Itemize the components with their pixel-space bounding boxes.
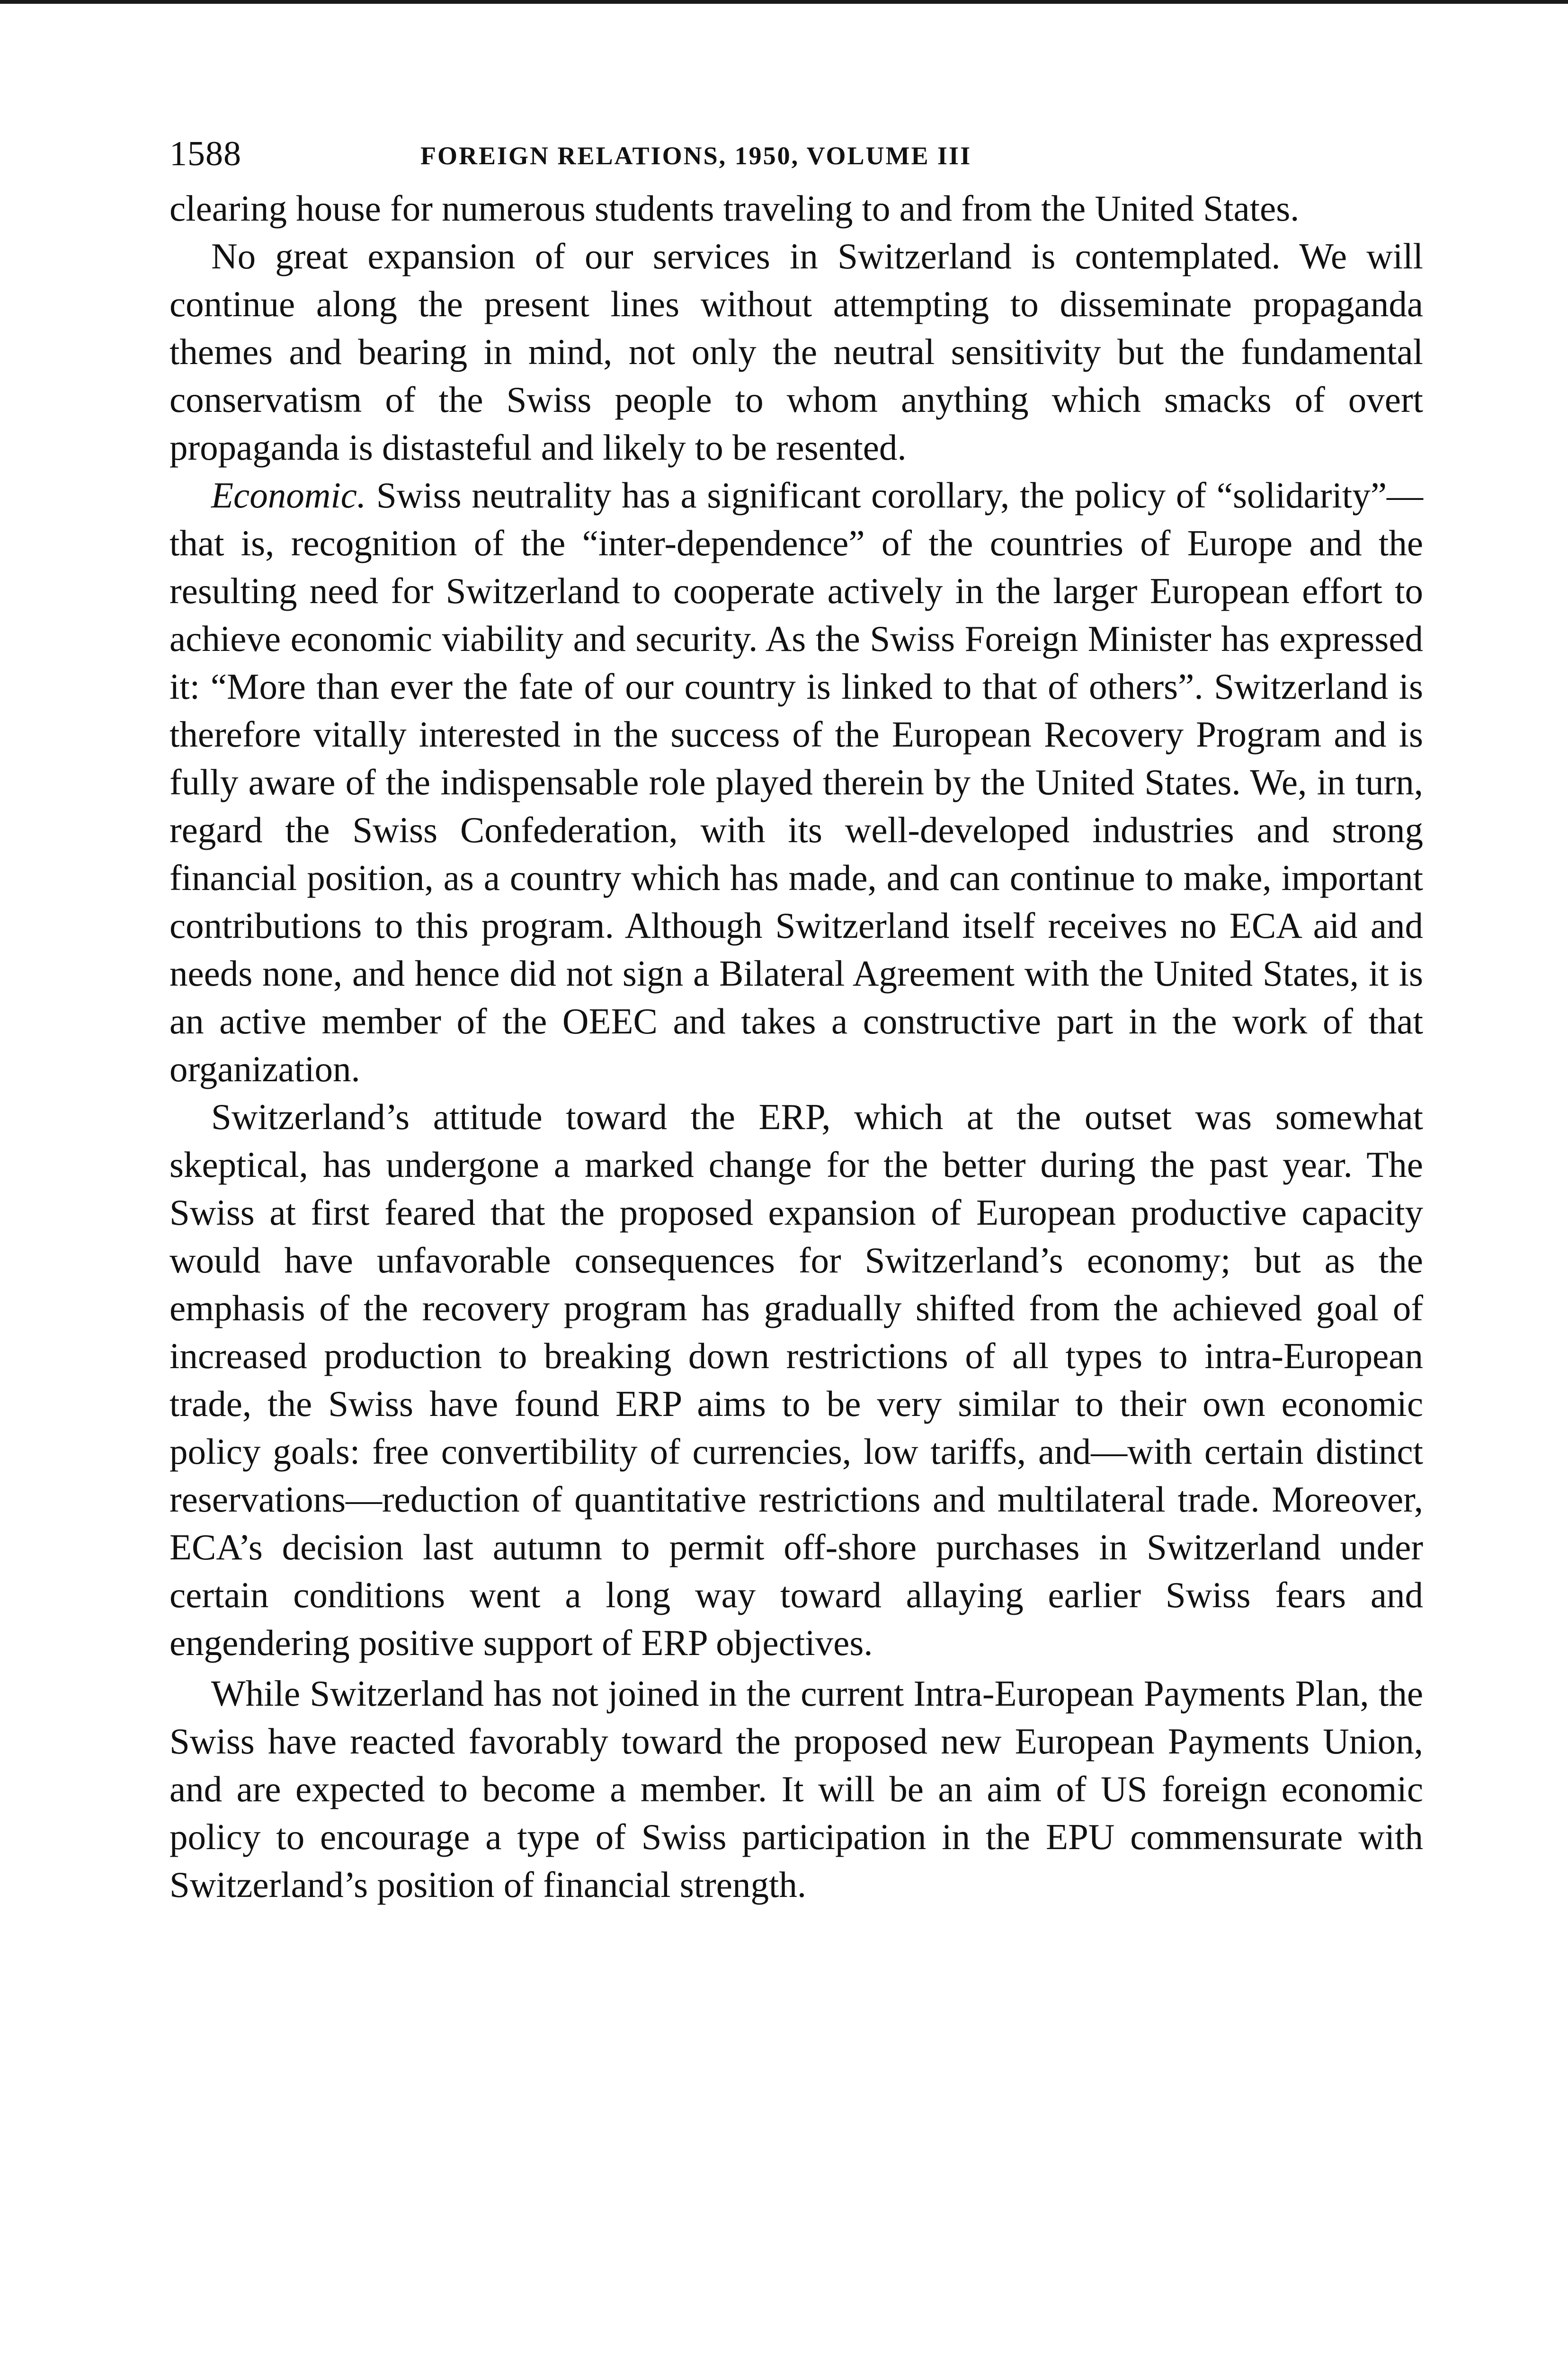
paragraph-payments-union bbox=[169, 1670, 1423, 1909]
paragraph-services bbox=[169, 232, 1423, 472]
paragraph-text: No great expansion of our services in Switzerland is contemplated. We will continue along the present lines without attempting to disseminate propaganda themes and bearing in mind, not only the neutral sensitivity but the fundamental conservatism of the Swiss people to whom anything which smacks of overt propaganda is distasteful and likely to be resented. bbox=[169, 236, 1423, 468]
section-lead-economic: Economic. bbox=[211, 475, 366, 516]
document-page bbox=[169, 128, 1423, 1909]
paragraph-erp-attitude bbox=[169, 1093, 1423, 1667]
running-header bbox=[169, 128, 1423, 185]
running-title: FOREIGN RELATIONS, 1950, VOLUME III bbox=[420, 142, 972, 170]
paragraph-economic bbox=[169, 472, 1423, 1093]
paragraph-text: Swiss neutrality has a significant corollary, the policy of “solidarity”—that is, recognition of the “inter-dependence” of the countries of Europe and the resulting need for Switzerland to cooperate actively in the larger European effort to achieve economic viability and security. As the Swiss Foreign Minister has expressed it: “More than ever the fate of our country is linked to that of others”. Switzerland is therefore vitally interested in the success of the European Recovery Program and is fully aware of the indispensable role played therein by the United States. We, in turn, regard the Swiss Confederation, with its well-developed industries and strong financial position, as a country which has made, and can continue to make, important contributions to this program. Although Switzerland itself receives no ECA aid and needs none, and hence did not sign a Bilateral Agreement with the United States, it is an active member of the OEEC and takes a constructive part in the work of that organization. bbox=[169, 475, 1423, 1089]
body-text bbox=[169, 185, 1423, 1909]
page-top-border bbox=[0, 0, 1568, 4]
paragraph-text: While Switzerland has not joined in the current Intra-European Payments Plan, the Swiss have reacted favorably toward the proposed new European Payments Union, and are expected to become a member. It will be an aim of US foreign economic policy to encourage a type of Swiss participation in the EPU commensurate with Switzerland’s position of financial strength. bbox=[169, 1673, 1423, 1905]
paragraph-continuation bbox=[169, 185, 1423, 232]
paragraph-text: clearing house for numerous students traveling to and from the United States. bbox=[169, 188, 1300, 229]
page-number: 1588 bbox=[169, 134, 241, 173]
paragraph-text: Switzerland’s attitude toward the ERP, which at the outset was somewhat skeptical, has undergone a marked change for the better during the past year. The Swiss at first feared that the proposed expansion of European productive capacity would have unfavorable consequences for Switzerland’s economy; but as the emphasis of the recovery program has gradually shifted from the achieved goal of increased production to breaking down restrictions of all types to intra-European trade, the Swiss have found ERP aims to be very similar to their own economic policy goals: free convertibility of currencies, low tariffs, and—with certain distinct reservations—reduction of quantitative restrictions and multilateral trade. Moreover, ECA’s decision last autumn to permit off-shore purchases in Switzerland under certain conditions went a long way toward allaying earlier Swiss fears and engendering positive support of ERP objectives. bbox=[169, 1096, 1423, 1663]
